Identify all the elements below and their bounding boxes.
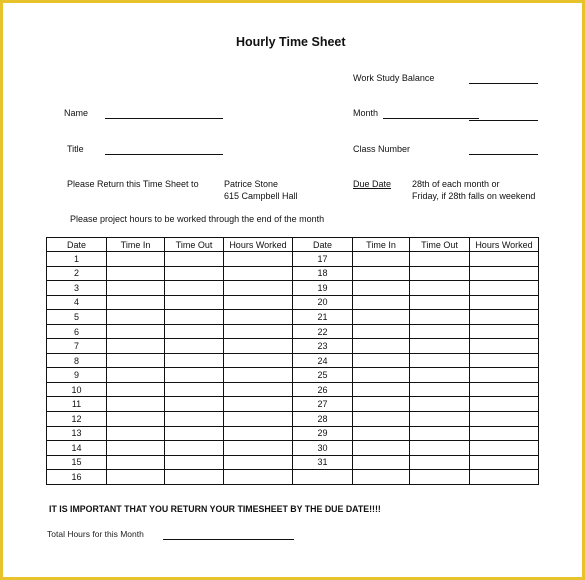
time-out-cell[interactable]	[165, 339, 224, 354]
table-row	[47, 339, 539, 354]
time-in-cell[interactable]	[353, 412, 410, 427]
time-out-cell[interactable]	[165, 353, 224, 368]
hours-worked-cell[interactable]	[224, 353, 293, 368]
time-out-cell[interactable]	[165, 455, 224, 470]
table-row	[47, 281, 539, 296]
time-in-cell[interactable]	[107, 382, 165, 397]
time-in-cell[interactable]	[353, 295, 410, 310]
page-title: Hourly Time Sheet	[236, 35, 346, 49]
time-in-cell[interactable]	[107, 426, 165, 441]
hours-worked-cell[interactable]	[224, 397, 293, 412]
hours-worked-cell[interactable]	[224, 266, 293, 281]
due-date-line1: 28th of each month or	[412, 179, 500, 189]
total-hours-line[interactable]	[163, 539, 294, 540]
hours-worked-cell[interactable]	[470, 470, 539, 485]
class-number-label: Class Number	[353, 144, 411, 154]
hours-worked-cell[interactable]	[224, 455, 293, 470]
date-cell: 1	[47, 252, 107, 267]
time-in-cell[interactable]	[107, 266, 165, 281]
time-in-cell[interactable]	[107, 295, 165, 310]
table-row	[47, 252, 539, 267]
table-row	[47, 310, 539, 325]
time-out-cell[interactable]	[165, 252, 224, 267]
table-row	[47, 368, 539, 383]
time-in-cell[interactable]	[353, 382, 410, 397]
date-cell: 6	[47, 324, 107, 339]
return-to-address: 615 Campbell Hall	[224, 191, 298, 201]
time-out-cell[interactable]	[410, 470, 470, 485]
due-date-label: Due Date	[353, 179, 392, 189]
hours-worked-cell[interactable]	[224, 441, 293, 456]
time-out-cell[interactable]	[410, 310, 470, 325]
column-header: Date	[47, 238, 107, 252]
time-out-cell[interactable]	[165, 310, 224, 325]
time-out-cell[interactable]	[165, 397, 224, 412]
hours-worked-cell[interactable]	[224, 368, 293, 383]
date-cell: 4	[47, 295, 107, 310]
time-in-cell[interactable]	[107, 281, 165, 296]
hours-worked-cell[interactable]	[470, 281, 539, 296]
time-out-cell[interactable]	[410, 397, 470, 412]
hours-worked-cell[interactable]	[470, 368, 539, 383]
time-in-cell[interactable]	[353, 368, 410, 383]
hours-worked-cell[interactable]	[470, 252, 539, 267]
hours-worked-cell[interactable]	[470, 412, 539, 427]
due-date-line2: Friday, if 28th falls on weekend	[412, 191, 536, 201]
hours-worked-cell[interactable]	[470, 455, 539, 470]
month-line-2	[469, 120, 538, 121]
month-line[interactable]	[383, 118, 479, 119]
time-in-cell[interactable]	[353, 470, 410, 485]
date-cell: 3	[47, 281, 107, 296]
hours-worked-cell[interactable]	[224, 412, 293, 427]
time-in-cell[interactable]	[107, 470, 165, 485]
hours-worked-cell[interactable]	[470, 310, 539, 325]
date-cell: 31	[293, 455, 353, 470]
date-cell: 7	[47, 339, 107, 354]
time-in-cell[interactable]	[353, 455, 410, 470]
time-out-cell[interactable]	[410, 368, 470, 383]
hours-worked-cell[interactable]	[224, 252, 293, 267]
date-cell: 16	[47, 470, 107, 485]
time-in-cell[interactable]	[353, 324, 410, 339]
time-in-cell[interactable]	[107, 353, 165, 368]
time-out-cell[interactable]	[165, 441, 224, 456]
date-cell: 8	[47, 353, 107, 368]
project-hours-note: Please project hours to be worked through the end of the month	[70, 214, 325, 224]
hours-worked-cell[interactable]	[470, 295, 539, 310]
time-out-cell[interactable]	[165, 324, 224, 339]
column-header: Time In	[353, 238, 410, 252]
time-out-cell[interactable]	[410, 252, 470, 267]
work-study-balance-line[interactable]	[469, 83, 538, 84]
time-out-cell[interactable]	[410, 339, 470, 354]
time-out-cell[interactable]	[410, 266, 470, 281]
hours-worked-cell[interactable]	[224, 426, 293, 441]
date-cell: 12	[47, 412, 107, 427]
date-cell: 9	[47, 368, 107, 383]
date-cell: 29	[293, 426, 353, 441]
return-to-name: Patrice Stone	[224, 179, 279, 189]
date-cell: 30	[293, 441, 353, 456]
time-in-cell[interactable]	[107, 252, 165, 267]
timesheet-page	[3, 3, 582, 577]
time-out-cell[interactable]	[410, 426, 470, 441]
hours-worked-cell[interactable]	[470, 324, 539, 339]
table-row	[47, 382, 539, 397]
table-row	[47, 426, 539, 441]
date-cell: 10	[47, 382, 107, 397]
table-row	[47, 412, 539, 427]
table-row	[47, 324, 539, 339]
time-in-cell[interactable]	[107, 455, 165, 470]
date-cell: 28	[293, 412, 353, 427]
hours-worked-cell[interactable]	[224, 324, 293, 339]
table-row	[47, 266, 539, 281]
time-out-cell[interactable]	[165, 470, 224, 485]
total-hours-label: Total Hours for this Month	[47, 529, 144, 539]
return-to-label: Please Return this Time Sheet to	[67, 179, 199, 189]
table-row	[47, 455, 539, 470]
date-cell: 23	[293, 339, 353, 354]
time-in-cell[interactable]	[353, 426, 410, 441]
time-out-cell[interactable]	[410, 295, 470, 310]
class-number-line[interactable]	[469, 154, 538, 155]
table-row	[47, 470, 539, 485]
hours-worked-cell[interactable]	[470, 397, 539, 412]
time-in-cell[interactable]	[107, 368, 165, 383]
time-in-cell[interactable]	[353, 441, 410, 456]
time-in-cell[interactable]	[107, 310, 165, 325]
date-cell: 24	[293, 353, 353, 368]
date-cell: 13	[47, 426, 107, 441]
date-cell: 15	[47, 455, 107, 470]
date-cell: 22	[293, 324, 353, 339]
hours-worked-cell[interactable]	[470, 441, 539, 456]
name-line[interactable]	[105, 118, 223, 119]
hours-table	[46, 237, 539, 485]
date-cell: 5	[47, 310, 107, 325]
time-out-cell[interactable]	[165, 412, 224, 427]
date-cell: 21	[293, 310, 353, 325]
time-out-cell[interactable]	[410, 441, 470, 456]
table-header-row	[47, 238, 539, 252]
table-row	[47, 397, 539, 412]
time-in-cell[interactable]	[353, 339, 410, 354]
date-cell: 2	[47, 266, 107, 281]
table-row	[47, 353, 539, 368]
column-header: Date	[293, 238, 353, 252]
time-out-cell[interactable]	[165, 382, 224, 397]
time-in-cell[interactable]	[107, 397, 165, 412]
time-out-cell[interactable]	[165, 281, 224, 296]
hours-worked-cell[interactable]	[224, 310, 293, 325]
hours-worked-cell[interactable]	[224, 470, 293, 485]
time-out-cell[interactable]	[165, 295, 224, 310]
hours-worked-cell[interactable]	[470, 266, 539, 281]
table-row	[47, 441, 539, 456]
time-out-cell[interactable]	[410, 412, 470, 427]
column-header: Time Out	[165, 238, 224, 252]
name-label: Name	[64, 108, 89, 118]
date-cell: 20	[293, 295, 353, 310]
date-cell: 18	[293, 266, 353, 281]
time-in-cell[interactable]	[353, 397, 410, 412]
time-out-cell[interactable]	[410, 353, 470, 368]
time-out-cell[interactable]	[165, 426, 224, 441]
hours-worked-cell[interactable]	[224, 339, 293, 354]
date-cell: 11	[47, 397, 107, 412]
date-cell	[293, 470, 353, 485]
time-in-cell[interactable]	[107, 412, 165, 427]
time-in-cell[interactable]	[107, 441, 165, 456]
date-cell: 19	[293, 281, 353, 296]
time-out-cell[interactable]	[410, 455, 470, 470]
title-line[interactable]	[105, 154, 223, 155]
important-notice: IT IS IMPORTANT THAT YOU RETURN YOUR TIMESHEET BY THE DUE DATE!!!!	[49, 504, 381, 514]
time-out-cell[interactable]	[410, 281, 470, 296]
time-in-cell[interactable]	[353, 353, 410, 368]
time-in-cell[interactable]	[107, 339, 165, 354]
hours-worked-cell[interactable]	[470, 353, 539, 368]
time-out-cell[interactable]	[165, 266, 224, 281]
work-study-balance-label: Work Study Balance	[353, 73, 435, 83]
time-in-cell[interactable]	[353, 252, 410, 267]
date-cell: 25	[293, 368, 353, 383]
month-label: Month	[353, 108, 379, 118]
column-header: Hours Worked	[224, 238, 293, 252]
table-row	[47, 295, 539, 310]
time-in-cell[interactable]	[353, 281, 410, 296]
time-in-cell[interactable]	[353, 266, 410, 281]
column-header: Time In	[107, 238, 165, 252]
time-out-cell[interactable]	[410, 382, 470, 397]
hours-worked-cell[interactable]	[224, 281, 293, 296]
time-out-cell[interactable]	[410, 324, 470, 339]
hours-worked-cell[interactable]	[224, 295, 293, 310]
date-cell: 14	[47, 441, 107, 456]
time-in-cell[interactable]	[107, 324, 165, 339]
hours-worked-cell[interactable]	[470, 426, 539, 441]
date-cell: 27	[293, 397, 353, 412]
hours-worked-cell[interactable]	[470, 339, 539, 354]
date-cell: 17	[293, 252, 353, 267]
column-header: Hours Worked	[470, 238, 539, 252]
time-out-cell[interactable]	[165, 368, 224, 383]
time-in-cell[interactable]	[353, 310, 410, 325]
title-label: Title	[67, 144, 84, 154]
hours-worked-cell[interactable]	[224, 382, 293, 397]
date-cell: 26	[293, 382, 353, 397]
column-header: Time Out	[410, 238, 470, 252]
hours-worked-cell[interactable]	[470, 382, 539, 397]
